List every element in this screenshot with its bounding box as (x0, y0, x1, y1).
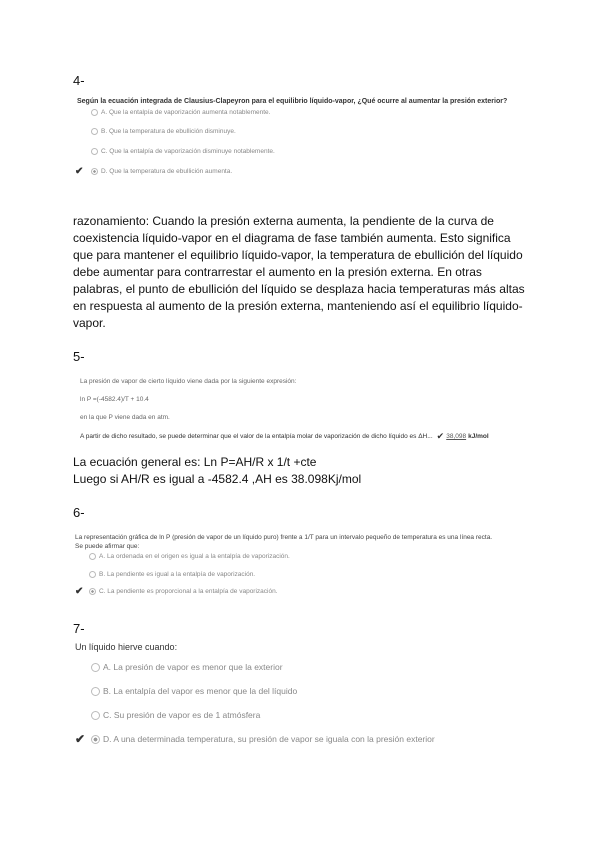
q4-reasoning: razonamiento: Cuando la presión externa aumenta, la pendiente de la curva de coexistencia líquido-vapor en el diagrama de fase también aumenta. Esto significa que para mantener el equilibrio líquido-vapor, la temperatura de ebullición del líquido debe aumentar para contrarrestar el aumento en la presión externa. En otras palabras, el punto de ebullición del líquido se desplaza hacia temperaturas más altas en respuesta al aumento de la presión externa, manteniendo así el equilibrio líquido-vapor. (73, 214, 525, 330)
check-icon: ✔ (75, 586, 84, 597)
q7-option-d[interactable] (91, 734, 435, 744)
q5-formula: ln P =(-4582.4)/T + 10.4 (80, 396, 149, 403)
q4-option-b[interactable] (91, 128, 236, 135)
q7-option-d-label: D. A una determinada temperatura, su presión de vapor se iguala con la presión exterior (103, 734, 435, 744)
radio-checked-icon[interactable] (89, 588, 96, 595)
question-4-text: Según la ecuación integrada de Clausius-Clapeyron para el equilibrio líquido-vapor, ¿Qué ocurre al aumentar la presión exterior? (77, 98, 508, 105)
q7-option-b[interactable] (91, 686, 297, 696)
radio-checked-icon[interactable] (91, 735, 100, 744)
check-icon: ✔ (436, 431, 445, 441)
radio-icon[interactable] (91, 109, 98, 116)
question-4-number: 4- (73, 73, 85, 88)
radio-checked-icon[interactable] (91, 168, 98, 175)
q5-explanation-2: Luego si AH/R es igual a -4582.4 ,AH es 38.098Kj/mol (73, 472, 362, 486)
q6-option-a[interactable] (89, 553, 290, 560)
q4-option-b-label: B. Que la temperatura de ebullición disminuye. (101, 128, 236, 135)
q5-line-4: A partir de dicho resultado, se puede determinar que el valor de la entalpía molar de vaporización de dicho líquido es ΔH... (80, 433, 433, 440)
q6-option-a-label: A. La ordenada en el origen es igual a la entalpía de vaporización. (99, 553, 290, 560)
q4-option-c-label: C. Que la entalpía de vaporización disminuye notablemente. (101, 148, 275, 155)
question-7-number: 7- (73, 621, 85, 636)
q4-option-a-label: A. Que la entalpía de vaporización aumenta notablemente. (101, 109, 271, 116)
q5-answer-value[interactable]: 38,098 (446, 433, 467, 440)
radio-icon[interactable] (91, 663, 100, 672)
q4-option-d[interactable] (91, 168, 232, 175)
q7-option-b-label: B. La entalpía del vapor es menor que la del líquido (103, 686, 298, 696)
radio-icon[interactable] (91, 128, 98, 135)
q5-answer-line (80, 431, 489, 442)
q5-answer-unit: kJ/mol (468, 433, 489, 440)
q4-option-c[interactable] (91, 148, 275, 155)
q6-option-b-label: B. La pendiente es igual a la entalpía de vaporización. (99, 571, 256, 578)
q5-line-1: La presión de vapor de cierto líquido viene dada por la siguiente expresión: (80, 378, 297, 385)
check-icon: ✔ (75, 732, 86, 746)
q5-line-3: en la que P viene dada en atm. (80, 414, 170, 421)
check-icon: ✔ (75, 166, 84, 177)
q7-option-a-label: A. La presión de vapor es menor que la exterior (103, 662, 283, 672)
radio-icon[interactable] (89, 553, 96, 560)
question-6-text-2: Se puede afirmar que: (75, 543, 140, 550)
q7-option-a[interactable] (91, 662, 283, 672)
q7-option-c[interactable] (91, 710, 260, 720)
q7-option-c-label: C. Su presión de vapor es de 1 atmósfera (103, 710, 261, 720)
radio-icon[interactable] (89, 571, 96, 578)
question-5-number: 5- (73, 349, 85, 364)
q5-explanation-1: La ecuación general es: Ln P=AH/R x 1/t +cte (73, 455, 317, 469)
question-6-number: 6- (73, 505, 85, 520)
radio-icon[interactable] (91, 687, 100, 696)
radio-icon[interactable] (91, 148, 98, 155)
question-6-text-1: La representación gráfica de ln P (presión de vapor de un líquido puro) frente a 1/T para un intervalo pequeño de temperatura es una línea recta. (75, 534, 493, 541)
q6-option-c-label: C. La pendiente es proporcional a la entalpía de vaporización. (99, 588, 278, 595)
radio-icon[interactable] (91, 711, 100, 720)
q4-option-a[interactable] (91, 109, 270, 116)
q4-option-d-label: D. Que la temperatura de ebullición aumenta. (101, 168, 233, 175)
q6-option-b[interactable] (89, 571, 255, 578)
q6-option-c[interactable] (89, 588, 278, 595)
question-7-text: Un líquido hierve cuando: (75, 642, 178, 652)
